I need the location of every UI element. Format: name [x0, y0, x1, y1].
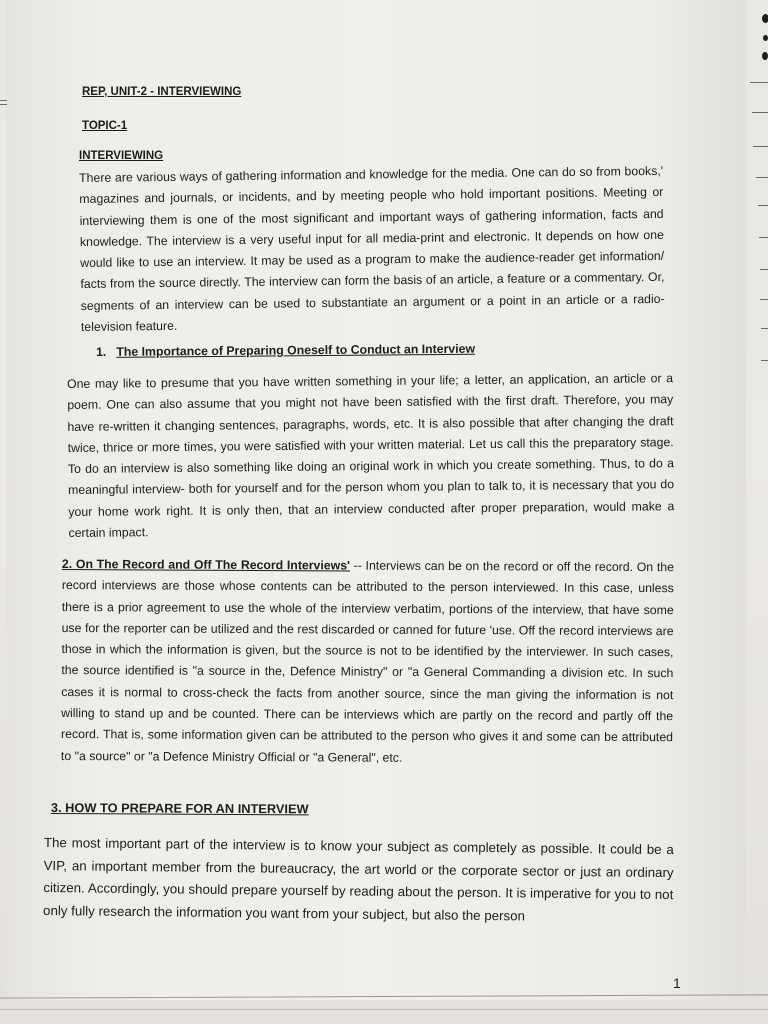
section1-paragraph: One may like to presume that you have written something in your life; a letter, an application, an article or a poem. One can also assume that you might not have been satisfied with the first draft. Therefore, you may have re-written it changing sentences, paragraphs, words, etc. It is also possible that after changing the draft twice, thrice or more times, you were satisfied with your written material. Let us call this the preparatory stage. To do an interview is also something like doing an original work in which you create something. Thus, to do a meaningful interview- both for yourself and for the person whom you plan to talk to, it is necessary that you do your home work right. It is only then, that an interview conducted after proper preparation, would make a certain impact. [67, 371, 675, 541]
section3-title: 3. HOW TO PREPARE FOR AN INTERVIEW [50, 800, 309, 817]
section2-title: 2. On The Record and Off The Record Interviews' [61, 556, 351, 573]
section1-number: 1. [96, 344, 107, 359]
section1-heading [96, 342, 475, 359]
section2-body: -- Interviews can be on the record or off the record. On the record interviews are those whose contents can be attributed to the person interviewed. In this case, unless there is a prior agreement to use the whole of the interview verbatim, portions of the interview, that have some use for the reporter can be utilized and the rest discarded or canned for future 'use. Off the record interviews are those in which the information is given, but the source is not to be identified by the interviewer. In such cases, the source identified is "a source in the, Defence Ministry" or "a General Commanding a division etc. In such cases it is normal to cross-check the facts from another source, since the man giving the information is not willing to stand up and be counted. There can be interviews which are partly on the record and partly off the record. That is, some information given can be attributed to the person who gives it and some can be attributed to "a source" or "a Defence Ministry Official or "a General", etc. [60, 558, 674, 765]
section1-title: The Importance of Preparing Oneself to Conduct an Interview [116, 341, 476, 359]
section2-paragraph [61, 554, 674, 770]
page-number: 1 [673, 975, 681, 991]
section3-heading [51, 800, 309, 816]
section-heading: INTERVIEWING [79, 150, 164, 162]
topic-label: TOPIC-1 [82, 120, 128, 132]
intro-paragraph: There are various ways of gathering information and knowledge for the media. One can do so from books,' magazines and journals, or incidents, and by meeting people who hold important positions. Meeting or interviewing them is one of the most significant and important ways of gathering information, facts and knowledge. The interview is a very useful input for all media-print and electronic. It depends on how one would like to use an interview. It may be used as a program to make the audience-reader get information/ facts from the source directly. The interview can form the basis of an article, a feature or a commentary. Or, segments of an interview can be used to substantiate an argument or a point in an article or a radio- television feature. [79, 163, 665, 335]
section3-paragraph: The most important part of the interview is to know your subject as completely as possible. It could be a VIP, an important member from the bureaucracy, the art world or the corporate sector or just an ordinary citizen. Accordingly, you should prepare yourself by reading about the person. It is imperative for you to not only fully research the information you want from your subject, but also the person [43, 834, 674, 924]
document-title: REP, UNIT-2 - INTERVIEWING [82, 86, 242, 98]
